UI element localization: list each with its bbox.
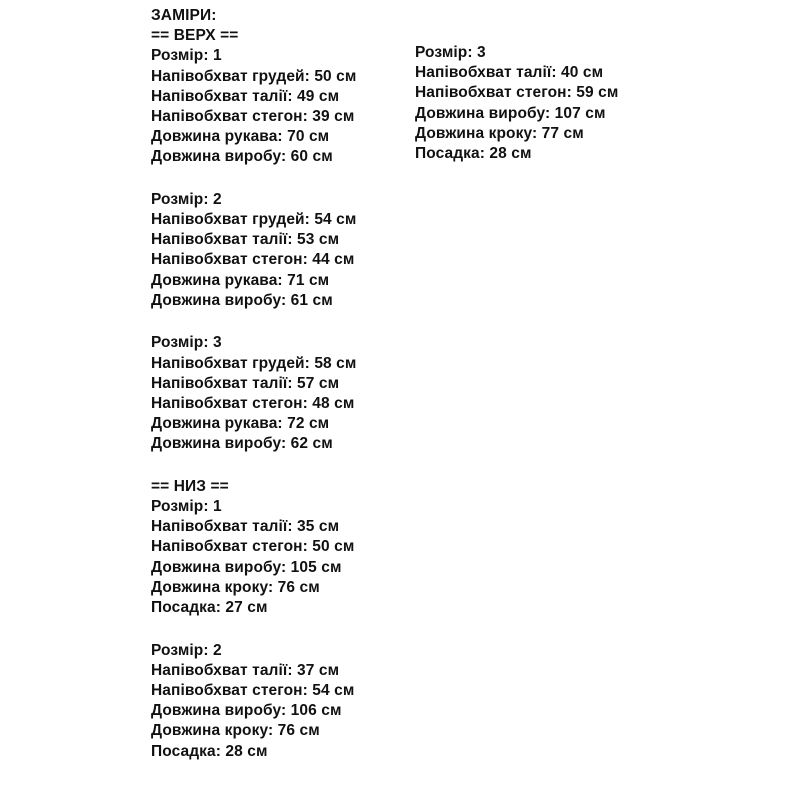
measurement-line: Напівобхват талії: 53 см [151, 231, 340, 249]
measurement-line: Напівобхват стегон: 44 см [151, 251, 355, 269]
top-size-block [151, 333, 356, 454]
top-section-header: == ВЕРХ == [151, 27, 239, 45]
measurement-line: Довжина виробу: 60 см [151, 148, 333, 166]
measurement-line: Посадка: 27 см [151, 599, 268, 617]
measurement-line: Довжина виробу: 106 см [151, 702, 342, 720]
measurement-line: Напівобхват стегон: 39 см [151, 107, 355, 125]
bottom-size-block [415, 43, 618, 164]
page-title: ЗАМІРИ: [151, 7, 217, 24]
size-label: Розмір: 3 [415, 44, 486, 61]
measurement-line: Напівобхват талії: 49 см [151, 87, 340, 105]
measurement-line: Напівобхват талії: 57 см [151, 374, 340, 392]
measurement-line: Довжина кроку: 76 см [151, 578, 320, 596]
measurements-right-column [415, 43, 618, 164]
measurement-line: Довжина виробу: 107 см [415, 104, 606, 122]
measurement-line: Напівобхват стегон: 48 см [151, 394, 355, 412]
measurement-line: Довжина кроку: 76 см [151, 722, 320, 740]
measurement-line: Напівобхват грудей: 54 см [151, 211, 357, 229]
measurement-line: Посадка: 28 см [151, 742, 268, 760]
measurement-line: Напівобхват стегон: 59 см [415, 84, 619, 102]
measurement-line: Довжина рукава: 71 см [151, 271, 330, 289]
measurement-line: Посадка: 28 см [415, 144, 532, 162]
measurement-line: Довжина рукава: 72 см [151, 415, 330, 433]
size-label: Розмір: 1 [151, 47, 222, 65]
measurement-line: Напівобхват талії: 35 см [151, 518, 340, 536]
measurement-line: Довжина кроку: 77 см [415, 124, 584, 142]
bottom-section-header: == НИЗ == [151, 477, 229, 495]
measurement-line: Довжина виробу: 61 см [151, 291, 333, 309]
size-label: Розмір: 1 [151, 498, 222, 516]
bottom-size-block [151, 641, 356, 762]
top-size-block [151, 46, 356, 167]
measurement-line: Довжина виробу: 62 см [151, 435, 333, 453]
size-label: Розмір: 2 [151, 190, 222, 208]
measurement-line: Довжина виробу: 105 см [151, 558, 342, 576]
measurements-left-column [151, 6, 356, 762]
measurement-line: Напівобхват талії: 37 см [151, 661, 340, 679]
size-label: Розмір: 2 [151, 641, 222, 659]
measurement-line: Напівобхват грудей: 50 см [151, 67, 357, 85]
measurement-line: Напівобхват талії: 40 см [415, 64, 604, 82]
measurement-line: Довжина рукава: 70 см [151, 128, 330, 146]
measurement-line: Напівобхват стегон: 54 см [151, 682, 355, 699]
top-size-block [151, 190, 356, 311]
bottom-size-block [151, 497, 356, 618]
measurement-line: Напівобхват стегон: 50 см [151, 538, 355, 556]
measurement-line: Напівобхват грудей: 58 см [151, 354, 357, 372]
size-label: Розмір: 3 [151, 334, 222, 352]
